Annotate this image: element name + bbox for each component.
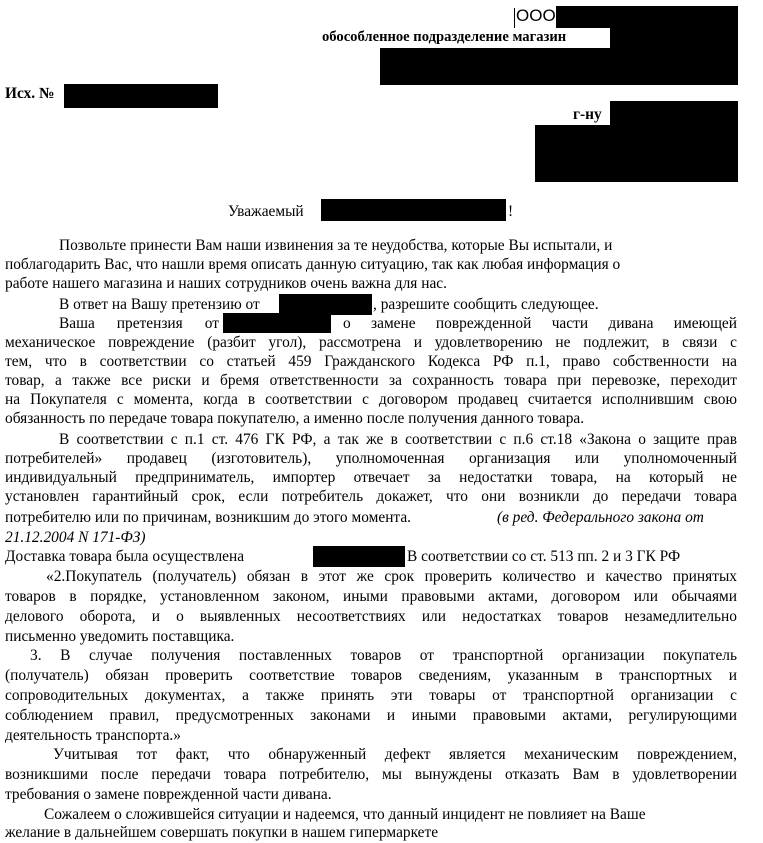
text-line: установлен гарантийный срок, если потребитель докажет, что они возникли до передачи товара (5, 488, 737, 505)
text-line: В соответствии с п.1 ст. 476 ГК РФ, а так же в соответствии с п.6 ст.18 «Закона о защите прав (59, 431, 737, 448)
redacted-addressee-address (535, 125, 738, 182)
text-line: деятельность транспорта.» (5, 727, 181, 744)
text-line: возникшими после передачи товара потребителю, мы вынуждены отказать Вам в удовлетворении (5, 766, 737, 783)
redacted-recipient-name (321, 199, 506, 221)
text-line: Доставка товара была осуществлена (5, 548, 245, 565)
outgoing-number-label: Исх. № (5, 85, 55, 102)
text-line: В ответ на Вашу претензию от (59, 296, 260, 313)
text-line: индивидуальный предприниматель, импортер отвечает за недостатки товара, на который не (5, 469, 737, 486)
addressee-label: г-ну (573, 106, 602, 123)
text-line: Сожалеем о сложившейся ситуации и надеемся, что данный инцидент не повлияет на Ваше (44, 806, 646, 823)
text-line: сопроводительных документах, а также принять эти товары от транспортной организации с (5, 687, 737, 704)
text-line: письменно уведомить поставщика. (5, 628, 235, 645)
text-line: потребителей» продавец (изготовитель), уполномоченная организация или уполномоченный (5, 450, 737, 467)
text-line: товар, а также все риски и бремя ответственности за сохранность товара при перевозке, переходит (5, 372, 737, 389)
text-line: тем, что в соответствии со статьей 459 Гражданского Кодекса РФ п.1, право собственности на (5, 353, 737, 370)
text-line: соблюдением правил, предусмотренных законами и иными правовыми актами, регулирующими (5, 707, 737, 724)
redacted-addressee (610, 101, 738, 127)
text-line: В соответствии со ст. 513 пп. 2 и 3 ГК РФ (407, 548, 681, 565)
text-line: поблагодарить Вас, что нашли время описать данную ситуацию, так как любая информация о (5, 256, 621, 273)
redacted-claim-date-2 (223, 313, 331, 333)
text-line: требования о замене поврежденной части дивана. (5, 786, 332, 803)
text-line: товаров в порядке, установленном законом, иными правовыми актами, договором или обычаями (5, 588, 737, 605)
text-line: (получатель) обязан проверить соответствие товаров сведениям, указанным в транспортных и (5, 667, 737, 684)
subdivision-label: обособленное подразделение магазин (322, 29, 567, 45)
text-line: 3. В случае получения поставленных товаров от транспортной организации покупатель (30, 647, 737, 664)
text-line: Ваша претензия от (59, 315, 219, 332)
text-cursor (514, 8, 515, 28)
redacted-subdivision-name (610, 28, 738, 50)
company-prefix: ООО (516, 6, 556, 25)
redacted-outgoing-number (64, 84, 218, 108)
text-line: механическое повреждение (разбит угол), рассмотрена и удовлетворению не подлежит, в связи с (5, 334, 737, 351)
redacted-company-name (556, 6, 738, 28)
greeting-prefix: Уважаемый (228, 203, 304, 220)
text-line: желание в дальнейшем совершать покупки в нашем гипермаркете (5, 824, 439, 841)
text-line: делового оборота, и о выявленных несоответствиях или недостатках товаров незамедлительно (5, 608, 737, 625)
law-reference: (в ред. Федерального закона от (497, 509, 704, 526)
text-line: на Покупателя с момента, когда в соответствии с договором продавец считается исполнившим свою (5, 391, 737, 408)
redacted-address (380, 48, 738, 85)
text-line: о замене поврежденной части дивана имеющей (343, 315, 737, 332)
text-line: Учитывая тот факт, что обнаруженный дефект является механическим повреждением, (53, 746, 737, 763)
text-line: «2.Покупатель (получатель) обязан в этот же срок проверить количество и качество принятых (46, 568, 737, 585)
text-line: потребителю или по причинам, возникшим до этого момента. (5, 509, 412, 526)
text-line: работе нашего магазина и наших сотрудников очень важна для нас. (5, 275, 447, 292)
text-line: обязанность по передаче товара покупателю, а именно после получения данного товара. (5, 410, 585, 427)
greeting-suffix: ! (508, 203, 514, 220)
redacted-delivery-date (313, 546, 405, 567)
law-reference-date: 21.12.2004 N 171-ФЗ) (5, 529, 146, 546)
text-line: , разрешите сообщить следующее. (373, 296, 599, 313)
redacted-claim-date (279, 294, 372, 315)
text-line: Позвольте принести Вам наши извинения за те неудобства, которые Вы испытали, и (59, 237, 613, 254)
